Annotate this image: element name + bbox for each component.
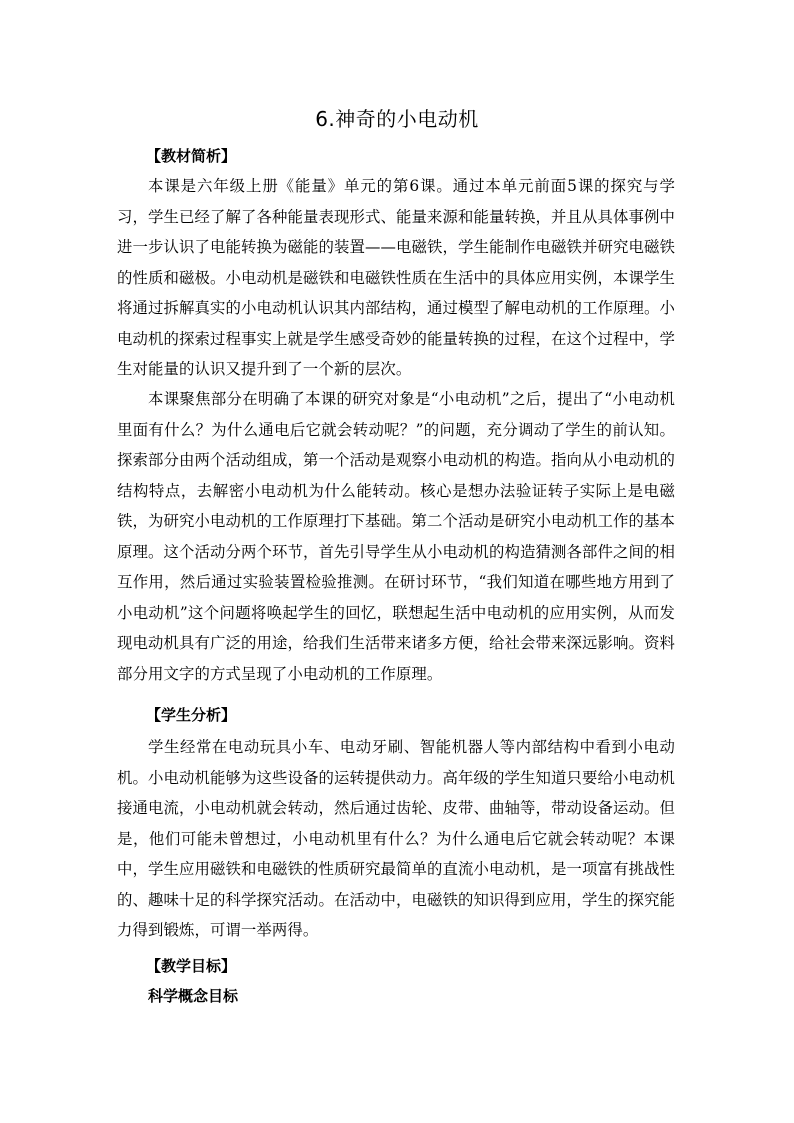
paragraph-student-analysis: 学生经常在电动玩具小车、电动牙刷、智能机器人等内部结构中看到小电动机。小电动机能够为这些设备的运转提供动力。高年级的学生知道只要给小电动机接通电流，小电动机就会转动，然后通过齿轮、皮带、曲轴等，带动设备运动。但是，他们可能未曾想过，小电动机里有什么？为什么通电后它就会转动呢？本课中，学生应用磁铁和电磁铁的性质研究最简单的直流小电动机，是一项富有挑战性的、趣味十足的科学探究活动。在活动中，电磁铁的知识得到应用，学生的探究能力得到锻炼，可谓一举两得。 [117,738,675,939]
paragraph-textbook-analysis-2: 本课聚焦部分在明确了本课的研究对象是“小电动机”之后，提出了“小电动机里面有什么？为什么通电后它就会转动呢？”的问题，充分调动了学生的前认知。探索部分由两个活动组成，第一个活动是观察小电动机的构造。指向从小电动机的结构特点，去解密小电动机为什么能转动。核心是想办法验证转子实际上是电磁铁，为研究小电动机的工作原理打下基础。第二个活动是研究小电动机工作的基本原理。这个活动分两个环节，首先引导学生从小电动机的构造猜测各部件之间的相互作用，然后通过实验装置检验推测。在研讨环节，“我们知道在哪些地方用到了小电动机”这个问题将唤起学生的回忆，联想起生活中电动机的应用实例，从而发现电动机具有广泛的用途，给我们生活带来诸多方便，给社会带来深远影响。资料部分用文字的方式呈现了小电动机的工作原理。 [117,390,675,683]
section-heading-student-analysis: 【学生分析】 [146,706,237,724]
document-title: 6.神奇的小电动机 [315,107,479,131]
subheading-science-concept-goals: 科学概念目标 [148,987,239,1005]
paragraph-textbook-analysis-1: 本课是六年级上册《能量》单元的第6课。通过本单元前面5课的探究与学习，学生已经了解了各种能量表现形式、能量来源和能量转换，并且从具体事例中进一步认识了电能转换为磁能的装置——电磁铁，学生能制作电磁铁并研究电磁铁的性质和磁极。小电动机是磁铁和电磁铁性质在生活中的具体应用实例，本课学生将通过拆解真实的小电动机认识其内部结构，通过模型了解电动机的工作原理。小电动机的探索过程事实上就是学生感受奇妙的能量转换的过程，在这个过程中，学生对能量的认识又提升到了一个新的层次。 [117,177,675,378]
section-heading-teaching-goals: 【教学目标】 [146,957,237,975]
section-heading-textbook-analysis: 【教材简析】 [146,147,237,165]
